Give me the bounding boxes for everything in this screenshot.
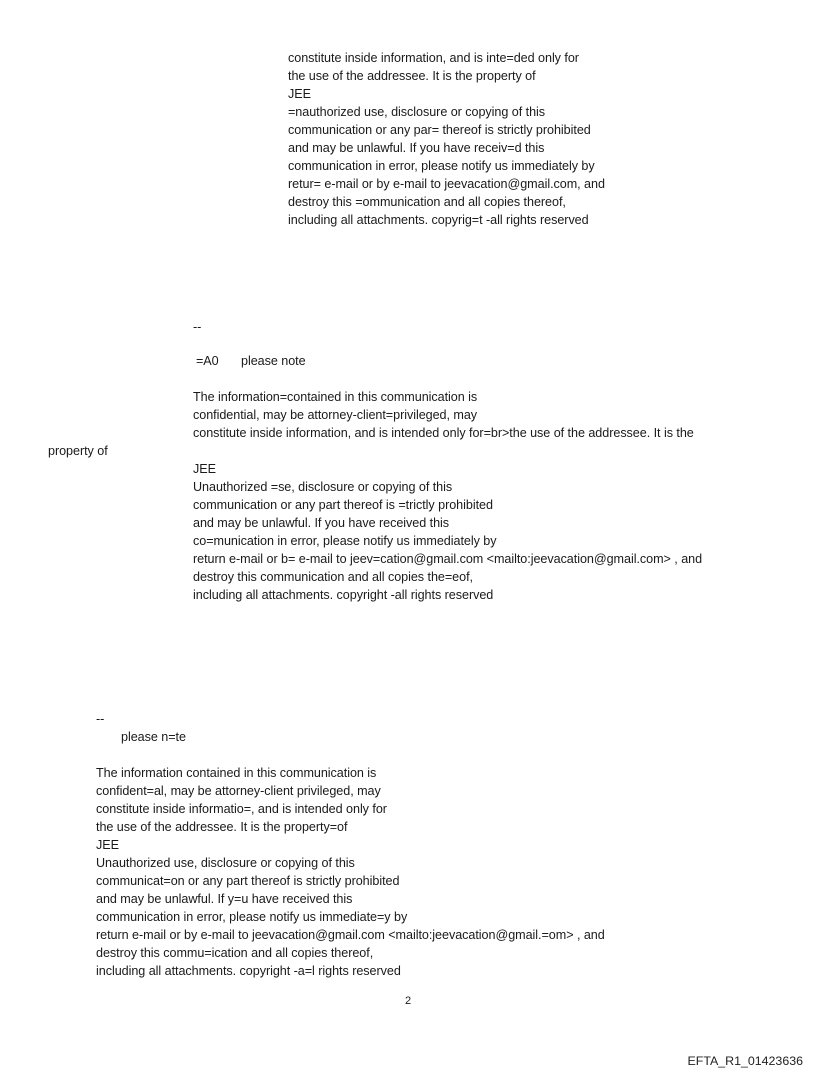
bates-id: EFTA_R1_01423636	[687, 1054, 803, 1068]
note-label: please n=te	[121, 730, 186, 744]
text-line: The information=contained in this communication is	[193, 390, 478, 404]
text-line: return e-mail or by e-mail to jeevacation@gmail.com <mailto:jeevacation@gmail.=om> , and	[96, 928, 605, 942]
text-line: confident=al, may be attorney-client privileged, may	[96, 784, 381, 798]
text-line: and may be unlawful. If you have received this	[193, 516, 450, 530]
note-prefix: =A0	[196, 354, 219, 368]
text-line: including all attachments. copyright -a=l rights reserved	[96, 964, 401, 978]
text-line: constitute inside information, and is intended only for=br>the use of the addressee. It is the	[193, 426, 694, 440]
disclaimer-block-2b	[193, 460, 702, 604]
text-line: the use of the addressee. It is the property=of	[96, 820, 348, 834]
text-line: =nauthorized use, disclosure or copying of this	[288, 105, 546, 119]
text-line: communication or any par= thereof is strictly prohibited	[288, 123, 591, 137]
text-line: return e-mail or b= e-mail to jeev=cation@gmail.com <mailto:jeevacation@gmail.com> , and	[193, 552, 703, 566]
text-line: destroy this =ommunication and all copies thereof,	[288, 195, 566, 209]
text-line: and may be unlawful. If you have receiv=d this	[288, 141, 545, 155]
note-label: please note	[241, 354, 306, 368]
disclaimer-block-3	[96, 764, 605, 980]
text-line: Unauthorized =se, disclosure or copying of this	[193, 480, 453, 494]
text-line: destroy this commu=ication and all copies thereof,	[96, 946, 374, 960]
text-line: including all attachments. copyrig=t -all rights reserved	[288, 213, 589, 227]
text-line: The information contained in this communication is	[96, 766, 377, 780]
text-line: confidential, may be attorney-client=privileged, may	[193, 408, 478, 422]
text-line: communicat=on or any part thereof is strictly prohibited	[96, 874, 400, 888]
text-line: the use of the addressee. It is the property of	[288, 69, 536, 83]
text-line: Unauthorized use, disclosure or copying of this	[96, 856, 355, 870]
separator-dashes: --	[96, 712, 105, 726]
page-number: 2	[404, 995, 412, 1007]
text-line: including all attachments. copyright -all rights reserved	[193, 588, 494, 602]
text-line: destroy this communication and all copies the=eof,	[193, 570, 473, 584]
text-line: JEE	[288, 87, 311, 101]
wrapped-text-line: property of	[48, 444, 108, 458]
text-line: JEE	[193, 462, 216, 476]
text-line: co=munication in error, please notify us immediately by	[193, 534, 497, 548]
disclaimer-block-2a	[193, 388, 694, 442]
text-line: constitute inside informatio=, and is intended only for	[96, 802, 387, 816]
text-line: communication in error, please notify us immediately by	[288, 159, 595, 173]
text-line: communication in error, please notify us immediate=y by	[96, 910, 408, 924]
text-line: JEE	[96, 838, 119, 852]
separator-dashes: --	[193, 320, 202, 334]
text-line: retur= e-mail or by e-mail to jeevacation@gmail.com, and	[288, 177, 605, 191]
text-line: and may be unlawful. If y=u have received this	[96, 892, 353, 906]
text-line: communication or any part thereof is =trictly prohibited	[193, 498, 493, 512]
disclaimer-block-1	[288, 49, 605, 229]
text-line: constitute inside information, and is inte=ded only for	[288, 51, 579, 65]
